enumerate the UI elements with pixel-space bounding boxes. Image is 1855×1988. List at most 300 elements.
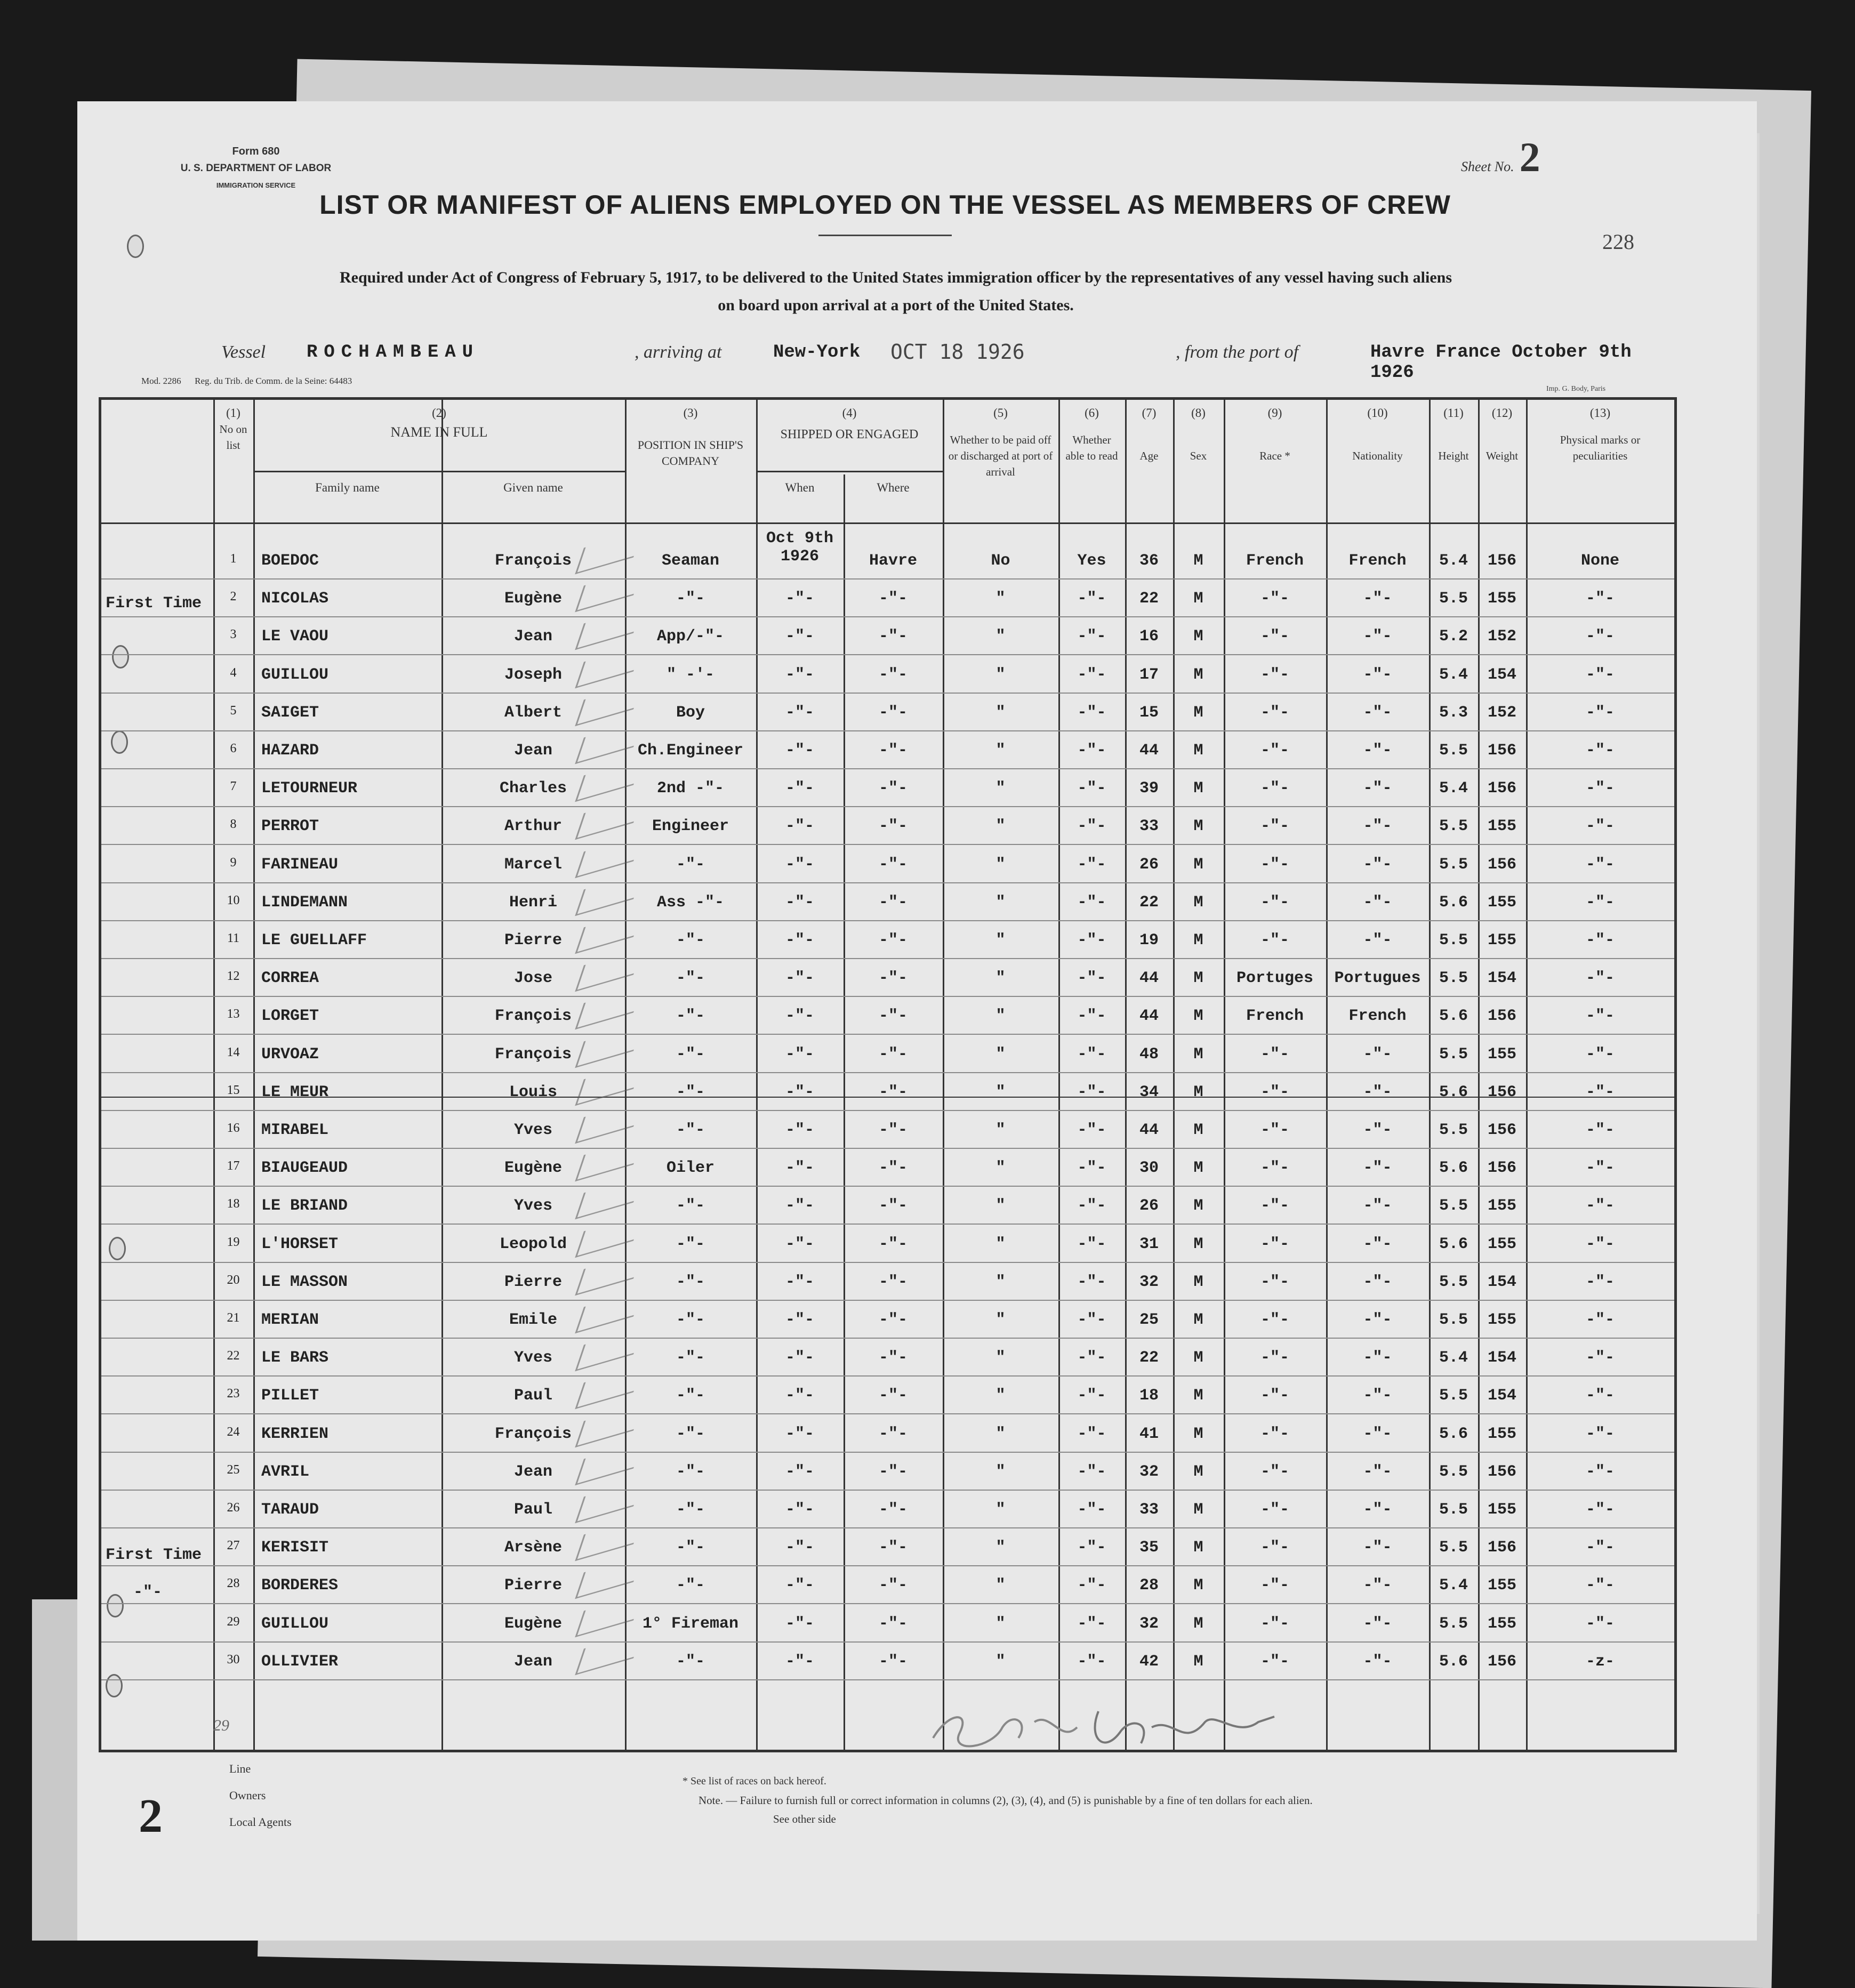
col9-number: (9) — [1267, 406, 1282, 420]
cell-read: -"- — [1077, 817, 1106, 835]
col8-number: (8) — [1191, 406, 1206, 420]
cell-where: -"- — [878, 1501, 908, 1519]
cell-nationality: -"- — [1363, 1576, 1392, 1595]
cell-age: 26 — [1139, 856, 1159, 874]
cell-height: 5.5 — [1439, 1615, 1468, 1633]
cell-when: -"- — [785, 1311, 814, 1329]
cell-when: -"- — [785, 1159, 814, 1177]
cell-height: 5.5 — [1439, 817, 1468, 835]
cell-race: -"- — [1260, 779, 1289, 798]
legal-notice-line-1: Required under Act of Congress of February 5, 1917, to be delivered to the United States immigration officer by the representatives of any vessel having such aliens — [340, 269, 1452, 286]
form-number: Form 680 — [232, 146, 280, 157]
service: IMMIGRATION SERVICE — [216, 181, 296, 189]
cell-race: -"- — [1260, 1501, 1289, 1519]
tally-note: 29 — [213, 1717, 229, 1734]
row-rule — [101, 1527, 1674, 1528]
cell-family: KERRIEN — [261, 1425, 329, 1443]
cell-when: -"- — [785, 1007, 814, 1025]
cell-no: 23 — [227, 1387, 240, 1401]
cell-nationality: -"- — [1363, 627, 1392, 646]
cell-nationality: Portugues — [1334, 969, 1421, 987]
cell-sex: M — [1193, 1576, 1203, 1595]
cell-marks: -"- — [1585, 1007, 1615, 1025]
cell-given: Louis — [509, 1083, 557, 1101]
cell-weight: 156 — [1487, 1083, 1516, 1101]
cell-given: François — [494, 1045, 572, 1064]
row-rule — [101, 1072, 1674, 1073]
cell-race: -"- — [1260, 1273, 1289, 1291]
cell-race: -"- — [1260, 704, 1289, 722]
col5-header — [943, 405, 1058, 480]
cell-height: 5.5 — [1439, 856, 1468, 874]
cell-height: 5.3 — [1439, 704, 1468, 722]
cell-nationality: -"- — [1363, 1311, 1392, 1329]
from-port: Havre France October 9th 1926 — [1370, 342, 1632, 383]
cell-weight: 155 — [1487, 1425, 1516, 1443]
cell-marks: -"- — [1585, 817, 1615, 835]
col10-number: (10) — [1367, 406, 1388, 420]
cell-where: -"- — [878, 742, 908, 760]
cell-sex: M — [1193, 1387, 1203, 1405]
row-rule — [101, 1413, 1674, 1414]
cell-marks: -"- — [1585, 1273, 1615, 1291]
col7-title: Age — [1139, 449, 1159, 462]
from-label: , from the port of — [1176, 342, 1299, 362]
cell-height: 5.5 — [1439, 1197, 1468, 1215]
cell-position: -"- — [676, 1576, 705, 1595]
cell-when: -"- — [785, 779, 814, 798]
cell-no: 15 — [227, 1083, 240, 1097]
col9-title: Race * — [1259, 449, 1290, 462]
cell-age: 34 — [1139, 1083, 1159, 1101]
cell-sex: M — [1193, 742, 1203, 760]
cell-position: -"- — [676, 856, 705, 874]
cell-paid: No — [991, 552, 1010, 570]
cell-where: -"- — [878, 1349, 908, 1367]
punch-hole — [127, 235, 144, 258]
cell-paid: " — [995, 1235, 1006, 1253]
cell-height: 5.4 — [1439, 779, 1468, 798]
col12-title: Weight — [1485, 449, 1519, 462]
cell-paid: " — [995, 931, 1006, 949]
cell-where: -"- — [878, 817, 908, 835]
cell-read: Yes — [1077, 552, 1106, 570]
col4-header — [756, 405, 943, 442]
cell-when: -"- — [785, 856, 814, 874]
cell-nationality: -"- — [1363, 1197, 1392, 1215]
cell-family: PERROT — [261, 817, 319, 835]
cell-position: " -'- — [666, 666, 714, 684]
cell-position: -"- — [676, 1083, 705, 1101]
cell-when: -"- — [785, 1273, 814, 1291]
cell-sex: M — [1193, 666, 1203, 684]
cell-given: Arthur — [504, 817, 563, 835]
cell-family: CORREA — [261, 969, 319, 987]
cell-no: 27 — [227, 1539, 240, 1552]
row-rule — [101, 1224, 1674, 1225]
col12-header — [1478, 405, 1526, 464]
cell-nationality: -"- — [1363, 1615, 1392, 1633]
sheet-number-value: 2 — [1519, 134, 1540, 180]
cell-sex: M — [1193, 1463, 1203, 1481]
col13-title: Physical marks or peculiarities — [1560, 433, 1641, 462]
cell-read: -"- — [1077, 1653, 1106, 1671]
printer-mark: Imp. G. Body, Paris — [1546, 385, 1606, 393]
cell-paid: " — [995, 1083, 1006, 1101]
cell-when: -"- — [785, 969, 814, 987]
cell-position: -"- — [676, 1007, 705, 1025]
col6-number: (6) — [1085, 406, 1099, 420]
cell-weight: 152 — [1487, 627, 1516, 646]
header-bottom-rule — [101, 522, 1674, 524]
column-rule — [253, 400, 255, 1750]
cell-given: Pierre — [504, 931, 563, 949]
cell-read: -"- — [1077, 894, 1106, 912]
cell-given: Charles — [499, 779, 567, 798]
col10-title: Nationality — [1352, 449, 1403, 462]
col8-title: Sex — [1190, 449, 1207, 462]
cell-no: 6 — [230, 742, 237, 755]
cell-family: GUILLOU — [261, 666, 329, 684]
cell-race: -"- — [1260, 931, 1289, 949]
cell-age: 44 — [1139, 742, 1159, 760]
cell-sex: M — [1193, 1235, 1203, 1253]
cell-age: 22 — [1139, 590, 1159, 608]
cell-race: -"- — [1260, 856, 1289, 874]
cell-weight: 154 — [1487, 1349, 1516, 1367]
cell-race: -"- — [1260, 627, 1289, 646]
row-rule — [101, 1338, 1674, 1339]
cell-weight: 155 — [1487, 590, 1516, 608]
shipped-subrule — [756, 471, 943, 472]
cell-read: -"- — [1077, 931, 1106, 949]
cell-read: -"- — [1077, 1045, 1106, 1064]
cell-marks: -"- — [1585, 704, 1615, 722]
cell-position: -"- — [676, 1311, 705, 1329]
cell-sex: M — [1193, 1653, 1203, 1671]
cell-race: -"- — [1260, 1121, 1289, 1139]
cell-age: 22 — [1139, 1349, 1159, 1367]
cell-marks: -"- — [1585, 1539, 1615, 1557]
signature — [928, 1690, 1290, 1759]
cell-position: Ass -"- — [656, 894, 725, 912]
col13-header — [1526, 405, 1674, 464]
cell-when: -"- — [785, 704, 814, 722]
cell-position: -"- — [676, 1045, 705, 1064]
cell-position: -"- — [676, 1463, 705, 1481]
cell-sex: M — [1193, 590, 1203, 608]
cell-when: -"- — [785, 1235, 814, 1253]
cell-paid: " — [995, 1653, 1006, 1671]
cell-read: -"- — [1077, 742, 1106, 760]
arriving-label: , arriving at — [635, 342, 722, 362]
cell-weight: 156 — [1487, 1121, 1516, 1139]
cell-marks: -"- — [1585, 1235, 1615, 1253]
cell-read: -"- — [1077, 1615, 1106, 1633]
cell-given: Jean — [513, 627, 552, 646]
cell-sex: M — [1193, 1159, 1203, 1177]
cell-when: -"- — [785, 1349, 814, 1367]
cell-marks: -"- — [1585, 666, 1615, 684]
cell-height: 5.4 — [1439, 666, 1468, 684]
cell-when: -"- — [785, 666, 814, 684]
form-header — [155, 143, 357, 194]
cell-family: LETOURNEUR — [261, 779, 358, 798]
cell-marks: -"- — [1585, 779, 1615, 798]
vessel-name: ROCHAMBEAU — [307, 342, 480, 363]
cell-height: 5.5 — [1439, 969, 1468, 987]
cell-no: 28 — [227, 1576, 240, 1590]
cell-family: URVOAZ — [261, 1045, 319, 1064]
cell-no: 19 — [227, 1235, 240, 1249]
cell-nationality: French — [1348, 1007, 1407, 1025]
cell-when: -"- — [785, 1083, 814, 1101]
cell-race: -"- — [1260, 1083, 1289, 1101]
cell-marks: -"- — [1585, 742, 1615, 760]
cell-age: 22 — [1139, 894, 1159, 912]
col6-header — [1058, 405, 1125, 464]
page-title: LIST OR MANIFEST OF ALIENS EMPLOYED ON THE VESSEL AS MEMBERS OF CREW — [319, 190, 1451, 220]
cell-race: -"- — [1260, 1463, 1289, 1481]
col7-number: (7) — [1142, 406, 1157, 420]
cell-family: BORDERES — [261, 1576, 339, 1595]
cell-given: François — [494, 1425, 572, 1443]
cell-no: 30 — [227, 1653, 240, 1667]
cell-no: 25 — [227, 1463, 240, 1477]
cell-height: 5.6 — [1439, 894, 1468, 912]
cell-position: -"- — [676, 1235, 705, 1253]
cell-weight: 152 — [1487, 704, 1516, 722]
cell-weight: 154 — [1487, 1387, 1516, 1405]
cell-height: 5.5 — [1439, 590, 1468, 608]
cell-marks: -"- — [1585, 1615, 1615, 1633]
row-rule — [101, 1148, 1674, 1149]
col3-header — [625, 405, 756, 469]
cell-paid: " — [995, 1463, 1006, 1481]
cell-where: -"- — [878, 1576, 908, 1595]
sheet-number-label: Sheet No. — [1461, 159, 1514, 174]
form-registry — [141, 376, 352, 387]
col10-header — [1326, 405, 1429, 464]
cell-age: 28 — [1139, 1576, 1159, 1595]
cell-given: Eugène — [504, 1615, 563, 1633]
cell-position: -"- — [676, 1501, 705, 1519]
cell-read: -"- — [1077, 1576, 1106, 1595]
cell-sex: M — [1193, 704, 1203, 722]
cell-when: -"- — [785, 894, 814, 912]
cell-age: 39 — [1139, 779, 1159, 798]
cell-paid: " — [995, 779, 1006, 798]
cell-age: 19 — [1139, 931, 1159, 949]
cell-sex: M — [1193, 1539, 1203, 1557]
cell-paid: " — [995, 590, 1006, 608]
cell-where: -"- — [878, 1235, 908, 1253]
ditto-note: -"- — [133, 1583, 163, 1601]
cell-no: 29 — [227, 1615, 240, 1629]
cell-no: 11 — [227, 931, 240, 945]
cell-race: -"- — [1260, 1387, 1289, 1405]
cell-nationality: -"- — [1363, 894, 1392, 912]
cell-height: 5.6 — [1439, 1653, 1468, 1671]
cell-family: FARINEAU — [261, 856, 339, 874]
cell-paid: " — [995, 1539, 1006, 1557]
cell-given: Jean — [513, 1463, 552, 1481]
cell-height: 5.4 — [1439, 552, 1468, 570]
cell-weight: 154 — [1487, 666, 1516, 684]
cell-no: 4 — [230, 666, 237, 680]
cell-when: -"- — [785, 1045, 814, 1064]
mod-number: Mod. 2286 — [141, 376, 181, 386]
cell-given: Leopold — [499, 1235, 567, 1253]
cell-family: LE GUELLAFF — [261, 931, 367, 949]
cell-weight: 156 — [1487, 1539, 1516, 1557]
cell-when: -"- — [785, 931, 814, 949]
cell-nationality: -"- — [1363, 1121, 1392, 1139]
row-rule — [101, 882, 1674, 883]
cell-age: 30 — [1139, 1159, 1159, 1177]
cell-paid: " — [995, 894, 1006, 912]
cell-age: 35 — [1139, 1539, 1159, 1557]
cell-paid: " — [995, 1159, 1006, 1177]
cell-height: 5.5 — [1439, 1311, 1468, 1329]
cell-family: NICOLAS — [261, 590, 329, 608]
cell-weight: 155 — [1487, 1576, 1516, 1595]
row-rule — [101, 1490, 1674, 1491]
cell-where: -"- — [878, 704, 908, 722]
cell-given: Pierre — [504, 1273, 563, 1291]
page-number: 228 — [1602, 230, 1634, 254]
cell-weight: 156 — [1487, 552, 1516, 570]
cell-sex: M — [1193, 1121, 1203, 1139]
cell-family: PILLET — [261, 1387, 319, 1405]
cell-where: -"- — [878, 627, 908, 646]
cell-sex: M — [1193, 779, 1203, 798]
col1-number: (1) — [226, 406, 240, 420]
cell-paid: " — [995, 666, 1006, 684]
cell-where: -"- — [878, 1007, 908, 1025]
cell-no: 1 — [230, 552, 237, 566]
cell-no: 8 — [230, 817, 237, 831]
cell-no: 21 — [227, 1311, 240, 1325]
cell-age: 25 — [1139, 1311, 1159, 1329]
name-subrule — [253, 471, 625, 472]
cell-no: 5 — [230, 704, 237, 718]
where-header: Where — [877, 481, 910, 494]
cell-family: LE MEUR — [261, 1083, 329, 1101]
cell-age: 48 — [1139, 1045, 1159, 1064]
cell-sex: M — [1193, 856, 1203, 874]
cell-given: Albert — [504, 704, 563, 722]
cell-height: 5.5 — [1439, 1539, 1468, 1557]
cell-marks: -"- — [1585, 894, 1615, 912]
legal-notice-line-2: on board upon arrival at a port of the United States. — [718, 296, 1074, 314]
cell-sex: M — [1193, 1615, 1203, 1633]
cell-position: -"- — [676, 1121, 705, 1139]
local-agents-label: Local Agents — [229, 1815, 292, 1829]
cell-paid: " — [995, 1197, 1006, 1215]
cell-read: -"- — [1077, 1007, 1106, 1025]
cell-nationality: -"- — [1363, 1235, 1392, 1253]
row-rule — [101, 730, 1674, 731]
row-rule — [101, 1679, 1674, 1680]
row-rule — [101, 768, 1674, 769]
row-rule — [101, 1110, 1674, 1111]
cell-race: -"- — [1260, 1653, 1289, 1671]
cell-when: -"- — [785, 1539, 814, 1557]
cell-paid: " — [995, 1576, 1006, 1595]
cell-weight: 154 — [1487, 969, 1516, 987]
cell-age: 33 — [1139, 1501, 1159, 1519]
cell-marks: -"- — [1585, 1045, 1615, 1064]
col12-number: (12) — [1491, 406, 1513, 420]
line-label: Line — [229, 1762, 251, 1775]
cell-no: 16 — [227, 1121, 240, 1135]
cell-weight: 155 — [1487, 931, 1516, 949]
cell-where: -"- — [878, 931, 908, 949]
row-rule — [101, 920, 1674, 921]
cell-paid: " — [995, 1121, 1006, 1139]
cell-sex: M — [1193, 1349, 1203, 1367]
cell-marks: -z- — [1585, 1653, 1615, 1671]
cell-height: 5.6 — [1439, 1159, 1468, 1177]
cell-age: 26 — [1139, 1197, 1159, 1215]
cell-position: -"- — [676, 1387, 705, 1405]
cell-read: -"- — [1077, 1501, 1106, 1519]
cell-where: -"- — [878, 666, 908, 684]
cell-race: -"- — [1260, 1235, 1289, 1253]
row-rule — [101, 654, 1674, 655]
cell-race: -"- — [1260, 1349, 1289, 1367]
cell-no: 7 — [230, 779, 237, 793]
col7-header — [1125, 405, 1173, 464]
row-rule — [101, 616, 1674, 617]
cell-weight: 154 — [1487, 1273, 1516, 1291]
cell-race: -"- — [1260, 1045, 1289, 1064]
cell-where: -"- — [878, 1197, 908, 1215]
cell-read: -"- — [1077, 779, 1106, 798]
cell-when: -"- — [785, 1387, 814, 1405]
cell-no: 12 — [227, 969, 240, 983]
first-time-note-bottom: First Time — [106, 1546, 202, 1564]
cell-family: GUILLOU — [261, 1615, 329, 1633]
cell-paid: " — [995, 1425, 1006, 1443]
cell-no: 17 — [227, 1159, 240, 1173]
cell-paid: " — [995, 1387, 1006, 1405]
cell-nationality: -"- — [1363, 931, 1392, 949]
cell-paid: " — [995, 856, 1006, 874]
cell-read: -"- — [1077, 1083, 1106, 1101]
cell-nationality: -"- — [1363, 590, 1392, 608]
cell-no: 20 — [227, 1273, 240, 1287]
cell-race: -"- — [1260, 817, 1289, 835]
cell-read: -"- — [1077, 1539, 1106, 1557]
cell-height: 5.2 — [1439, 627, 1468, 646]
cell-where: -"- — [878, 1121, 908, 1139]
family-name-header: Family name — [315, 481, 380, 494]
cell-family: OLLIVIER — [261, 1653, 339, 1671]
cell-no: 24 — [227, 1425, 240, 1439]
cell-given: Eugène — [504, 1159, 563, 1177]
cell-when: -"- — [785, 1425, 814, 1443]
cell-read: -"- — [1077, 590, 1106, 608]
col1-title: No on list — [219, 423, 247, 452]
cell-family: LINDEMANN — [261, 894, 348, 912]
row-rule — [101, 578, 1674, 580]
cell-family: L'HORSET — [261, 1235, 339, 1253]
cell-where: -"- — [878, 1615, 908, 1633]
cell-marks: -"- — [1585, 856, 1615, 874]
cell-race: -"- — [1260, 742, 1289, 760]
